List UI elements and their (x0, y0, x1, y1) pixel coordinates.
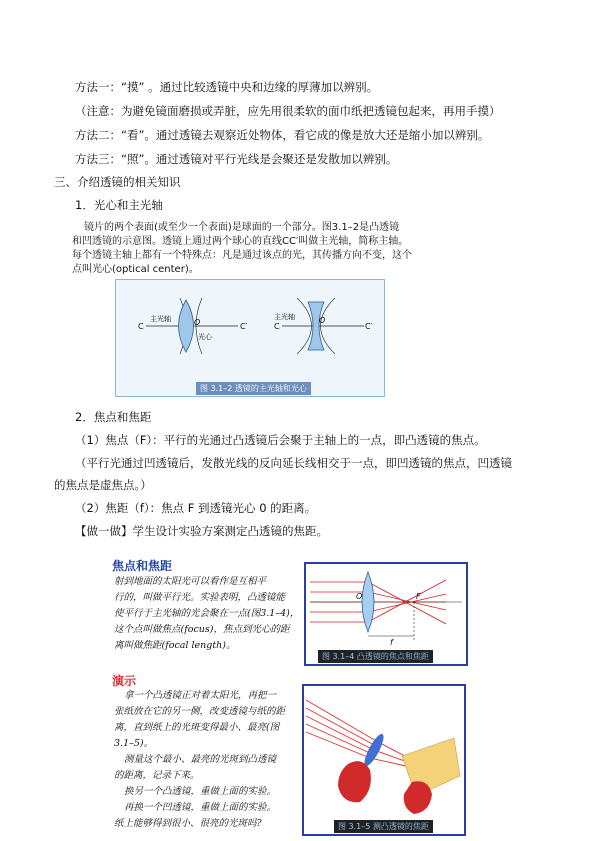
book-line-2: 和凹透镜的示意图。透镜上通过两个球心的直线CC′叫做主光轴，简称主轴。 (72, 236, 409, 247)
label-o-right: O (319, 316, 326, 325)
focus-caption: 图 3.1–4 凸透镜的焦点和焦距 (318, 650, 433, 663)
box2-line-1: 拿一个凸透镜正对着太阳光，再把一 (124, 690, 277, 701)
subheading-focus: 2．焦点和焦距 (75, 410, 152, 424)
focus-diagram (306, 564, 466, 664)
method-3: 方法三：“照”。通过透镜对平行光线是会聚还是发散加以辨别。 (75, 152, 398, 166)
demo-illustration (304, 686, 464, 820)
section-heading: 三、介绍透镜的相关知识 (54, 175, 181, 189)
demo-caption: 图 3.1–5 测凸透镜的焦距 (334, 820, 433, 833)
box2-line-6: 的距离，记录下来。 (114, 770, 200, 781)
figure-caption: 图 3.1–2 透镜的主光轴和光心 (196, 382, 311, 395)
focus-note-line2: 的焦点是虚焦点。） (54, 478, 152, 492)
label-o: O (194, 318, 201, 327)
box1-line-3: 使平行于主光轴的光会聚在一点(图3.1–4)， (114, 608, 300, 619)
lens-diagram (116, 280, 384, 396)
box2-line-4: 3.1–5)。 (114, 738, 154, 749)
label-c-prime: C′ (240, 322, 248, 331)
box1-line-1: 射到地面的太阳光可以看作是互相平 (114, 576, 267, 587)
box2-line-7: 换另一个凸透镜，重做上面的实验。 (124, 786, 277, 797)
figure-focus (304, 562, 468, 666)
focus-note-line1: （平行光通过凹透镜后，发散光线的反向延长线相交于一点，即凹透镜的焦点，凹透镜 (75, 456, 512, 470)
box2-line-8: 再换一个凹透镜，重做上面的实验。 (124, 802, 277, 813)
label-c-prime-right: C′ (365, 322, 373, 331)
box2-line-3: 离，直到纸上的光斑变得最小、最亮(图 (114, 722, 280, 733)
box2-line-2: 张纸放在它的另一侧，改变透镜与纸的距 (114, 706, 286, 717)
focus-label-fl: f (390, 638, 393, 647)
focus-label-f: F (416, 592, 421, 601)
box1-line-4: 这个点叫做焦点(focus)，焦点到光心的距 (114, 624, 290, 635)
figure-lens-axis (115, 279, 385, 397)
label-main-axis: 主光轴 (150, 315, 171, 323)
box1-line-5: 离叫做焦距(focal length)。 (114, 640, 236, 651)
method-1: 方法一：“摸” 。通过比较透镜中央和边缘的厚薄加以辨别。 (75, 80, 379, 94)
label-optical-center: 光心 (198, 333, 212, 341)
box-title-demo: 演示 (112, 674, 137, 688)
book-line-4: 点叫光心(optical center)。 (72, 264, 199, 275)
method-2: 方法二：“看”。通过透镜去观察近处物体，看它成的像是放大还是缩小加以辨别。 (75, 128, 490, 142)
method-note: （注意：为避免镜面磨损或弄脏，应先用很柔软的面巾纸把透镜包起来，再用手摸） (75, 104, 501, 118)
label-main-axis-right: 主光轴 (274, 313, 295, 321)
box2-line-9: 纸上能够得到很小、很亮的光斑吗? (114, 818, 262, 829)
box1-line-2: 行的，叫做平行光。实验表明，凸透镜能 (114, 592, 286, 603)
figure-demo (302, 684, 466, 836)
book-line-3: 每个透镜主轴上都有一个特殊点：凡是通过该点的光，其传播方向不变，这个 (72, 250, 412, 261)
subheading-optical-center: 1．光心和主光轴 (75, 198, 163, 212)
box-title-focus: 焦点和焦距 (112, 559, 173, 573)
focal-length-definition: （2）焦距（f）：焦点 F 到透镜光心 0 的距离。 (75, 501, 317, 515)
label-c-right: C (274, 322, 280, 331)
book-line-1: 镜片的两个表面(或至少一个表面)是球面的一个部分。图3.1–2是凸透镜 (84, 222, 400, 233)
activity-line: 【做一做】学生设计实验方案测定凸透镜的焦距。 (75, 524, 328, 538)
label-c: C (138, 322, 144, 331)
focus-label-o: O (356, 592, 363, 601)
box2-line-5: 测量这个最小、最亮的光斑到凸透镜 (124, 754, 277, 765)
focus-definition: （1）焦点（F）：平行的光通过凸透镜后会聚于主轴上的一点，即凸透镜的焦点。 (75, 433, 486, 447)
